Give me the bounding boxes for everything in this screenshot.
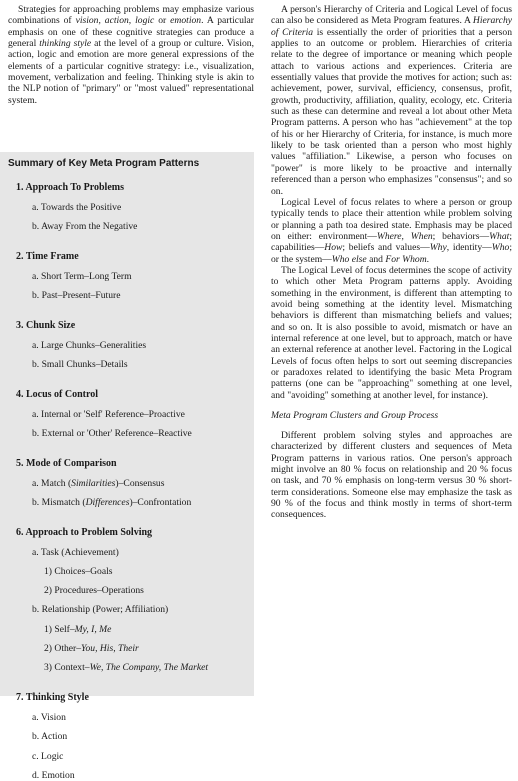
summary-item: a. Task (Achievement) [32,546,119,558]
summary-section-5: 5. Mode of Comparison [16,457,117,469]
summary-section-6: 6. Approach to Problem Solving [16,526,153,538]
left-column [8,4,254,106]
summary-item: a. Short Term–Long Term [32,270,132,282]
criteria-paragraph: A person's Hierarchy of Criteria and Logical Level of focus can also be considered as Meta Program features. A Hierarchy of Criteria is essentially the order of priorities that a person applies to an outcome or problem. Hierarchies of criteria relate to the degree of importance or meaning which people attach to various actions and experiences. Criteria are essentially values that provide the motives for action; such as: achievement, power, survival, efficiency, consensus, profit, growth, productivity, affiliation, quality, ecology, etc. Criteria such as these can determine and reveal a lot about other Meta Program patterns. A person who has "achievement" at the top of his or her Hierarchy of Criteria, for instance, is much more likely to be task oriented than a person who most highly values "affiliation." Likewise, a person who focuses on "power" is more likely to be proactive and internally referenced than a person who emphasizes "consensus"; and so on. [271,4,513,197]
summary-item: b. Past–Present–Future [32,290,121,302]
summary-section-7: 7. Thinking Style [16,691,89,703]
logical-level-paragraph: Logical Level of focus relates to where a person or group typically tends to place their attention while problem solving or planning a path toa desired state. Emphasis may be placed on either: environment—Where, When; behaviors—What; capabilities—How; beliefs and values—Why, identity—Who; or the system—Who else and For Whom. [271,196,512,265]
summary-item: a. Internal or 'Self' Reference–Proactive [32,408,185,420]
right-column [271,4,512,521]
summary-item: a. Towards the Positive [32,202,122,213]
summary-box [0,152,254,781]
summary-item: c. Logic [32,750,64,762]
summary-section-4: 4. Locus of Control [16,388,99,400]
scope-paragraph: The Logical Level of focus determines the scope of activity to which other Meta Program patterns apply. Avoiding something in the environment, is different than attempting to avoid being something at the identity level. Mismatching behaviors is different than mismatching beliefs and values; and so on. It is also possible to avoid, mismatch or have an internal reference at one level, but to approach, match or have an external reference at another level. Factoring in the Logical Levels of focus often helps to sort out seeming discrepancies or paradoxes related to identifying the basic Meta Program patterns (one can be "approaching" something at one level, and "avoiding" something at another level, for instance). [271,264,512,401]
section-heading: Meta Program Clusters and Group Process [271,410,439,422]
clusters-paragraph: Different problem solving styles and approaches are characterized by different clusters and sequences of Meta Program patterns in various ratios. One person's approach might involve an 80 % focus on relationship and 20 % focus on task, and 70 % emphasis on long-term versus 30 % short-term considerations. Someone else may emphasize the task as 90 % of the focus and think mostly in terms of short-term consequences. [271,430,512,521]
summary-item: d. Emotion [32,769,75,781]
summary-item: 1) Self–My, I, Me [44,623,112,635]
summary-item: 2) Other–You, His, Their [44,643,139,654]
summary-item: 3) Context–We, The Company, The Market [44,662,209,674]
summary-item: a. Large Chunks–Generalities [32,339,147,351]
summary-item: b. Action [32,731,68,743]
summary-item: a. Match (Similarities)–Consensus [32,477,165,489]
summary-item: 2) Procedures–Operations [44,585,144,597]
summary-section-2: 2. Time Frame [16,250,79,262]
summary-title: Summary of Key Meta Program Patterns [8,158,200,169]
summary-section-1: 1. Approach To Problems [16,182,124,193]
summary-item: b. External or 'Other' Reference–Reactive [32,428,192,439]
summary-section-3: 3. Chunk Size [16,319,76,331]
summary-item: a. Vision [32,711,66,723]
summary-item: b. Away From the Negative [32,221,138,233]
summary-item: 1) Choices–Goals [44,565,113,577]
intro-paragraph: Strategies for approaching problems may emphasize various combinations of vision, action, logic or emotion. A particular emphasis on one of these cognitive strategies can produce a general thinking style at the level of a group or culture. Vision, action, logic and emotion are more general expressions of the elements of a particular cognitive strategy: i.e., visualization, movement, verbalization and feeling. Thinking style is akin to the NLP notion of "primary" or "most valued" representational system. [8,4,254,106]
summary-item: b. Mismatch (Differences)–Confrontation [32,496,192,508]
summary-item: b. Relationship (Power; Affiliation) [32,604,169,616]
summary-item: b. Small Chunks–Details [32,359,128,371]
